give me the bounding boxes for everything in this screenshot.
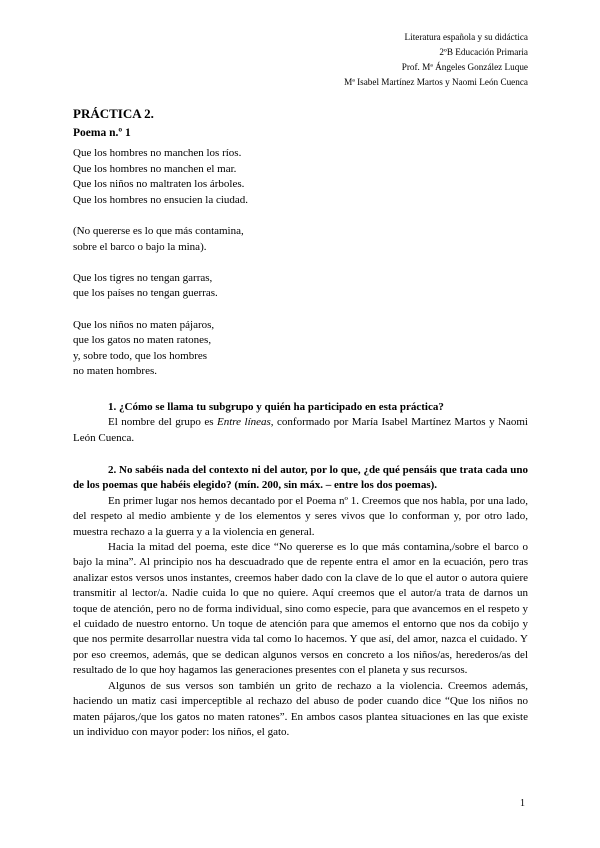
poem-line: Que los niños no maltraten los árboles. [73,178,245,191]
question-1-section [73,400,528,446]
poem-stanza [73,271,248,302]
header-line-professor: Prof. Mª Ángeles González Luque [401,62,528,72]
page-number: 1 [520,798,525,809]
poem-line: Que los niños no maten pájaros, [73,318,215,331]
question-2-paragraph: En primer lugar nos hemos decantado por el Poema nº 1. Creemos que nos habla, por una lado, del respeto al medio ambiente y de los elementos y seres vivos que lo conforman y, por otro lado, muestra rechazo a la guerra y a la violencia en general. [73,494,528,538]
document-header [344,30,528,90]
poem-line: Que los hombres no ensucien la ciudad. [73,193,249,206]
poem-line: Que los tigres no tengan garras, [73,271,213,284]
poem-line: que los gatos no maten ratones, [73,334,212,347]
question-2-section [73,463,528,740]
poem-line: Que los hombres no manchen los ríos. [73,147,242,159]
poem-line: sobre el barco o bajo la mina). [73,240,207,253]
poem-stanza [73,224,248,255]
question-2-heading: 2. No sabéis nada del contexto ni del autor, por lo que, ¿de qué pensáis que trata cada uno de los poemas que habéis elegido? (mín. 200, sin máx. – entre los dos poemas). [73,464,528,492]
header-line-group: 2ºB Educación Primaria [439,47,528,57]
poem-line: no maten hombres. [73,365,158,378]
poem-line: (No quererse es lo que más contamina, [73,224,244,237]
header-line-authors: Mª Isabel Martínez Martos y Naomi León Cuenca [344,77,528,87]
question-2-paragraph: Algunos de sus versos son también un grito de rechazo a la violencia. Creemos además, haciendo un matiz casi imperceptible al rechazo del abuso de poder cuando dice “Que los niños no maten pájaros,/que los gatos no maten ratones”. En ambos casos plantea situaciones en las que existe un individuo con mayor poder: los niños, el gato. [73,679,528,738]
group-name: Entre líneas, [217,416,274,429]
poem-line: que los países no tengan guerras. [73,287,218,300]
answer-text: conformado por María Isabel Martínez Martos y Naomi León Cuenca. [73,416,528,444]
question-1-answer [73,415,528,446]
answer-text: El nombre del grupo es [108,416,218,429]
header-line-course: Literatura española y su didáctica [404,32,528,42]
question-2-paragraph: Hacia la mitad del poema, este dice “No quererse es lo que más contamina,/sobre el barco o bajo la mina”. Al principio nos ha descuadrado que de repente entra el amor en la ecuación, pero tras analizar estos versos unos instantes, creemos haber dado con la clave de lo que el autor o autora quiere transmitir al lector/a. Nadie cuida lo que no quiere. Aquí creemos que el autor/a trata de darnos un toque de atención, pero no de forma individual, sino como especie, para que avancemos en el respeto y el cuidado de nuestro entorno. Un toque de atención para que amemos el entorno que nos da cobijo y que nos permite desarrollar nuestra vida tal como lo hacemos. Y que así, del amor, nazca el cuidado. Y por eso creemos, además, que se dedican algunos versos en concreto a los niños/as, herederos/as del resultado de lo que hoy hagamos las generaciones presentes con el planeta y sus recursos. [73,541,528,677]
poem-line: Que los hombres no manchen el mar. [73,162,237,175]
poem-title: Poema n.º 1 [73,127,131,139]
poem-line: y, sobre todo, que los hombres [73,349,208,362]
poem-body [73,146,248,396]
poem-stanza [73,146,248,208]
poem-stanza [73,318,248,380]
question-1-heading: 1. ¿Cómo se llama tu subgrupo y quién ha participado en esta práctica? [108,401,444,413]
page-title: PRÁCTICA 2. [73,106,154,121]
